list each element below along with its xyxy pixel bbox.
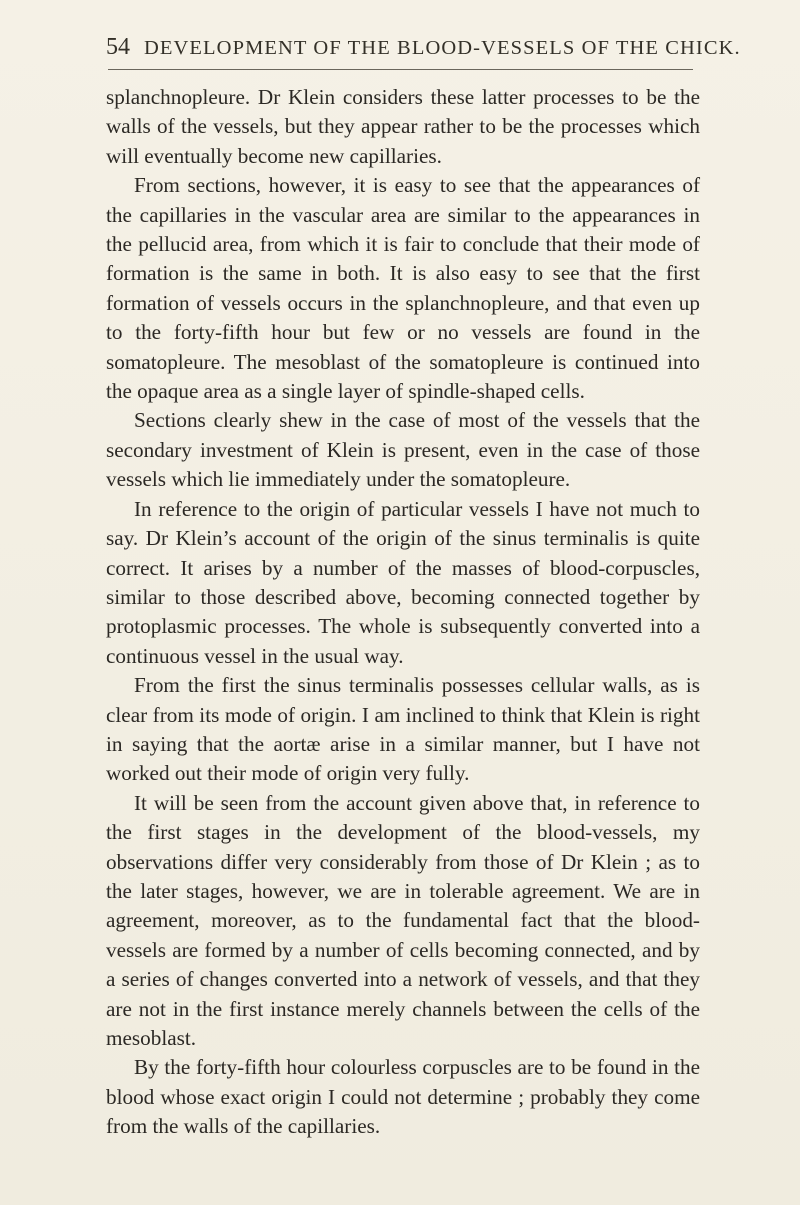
- paragraph: In reference to the origin of particular vessels I have not much to say. Dr Klein’s account of the origin of the sinus terminalis is quite correct. It arises by a number of the masses of blood-corpuscles, similar to those described above, becoming connected together by protoplasmic processes. The whole is subsequently converted into a continuous vessel in the usual way.: [106, 496, 700, 668]
- page-number: 54: [106, 34, 130, 60]
- header-rule: [108, 69, 693, 70]
- body-text: [106, 83, 700, 1142]
- running-title: DEVELOPMENT OF THE BLOOD-VESSELS OF THE CHICK.: [144, 37, 741, 59]
- paragraph: Sections clearly shew in the case of most of the vessels that the secondary investment of Klein is present, even in the case of those vessels which lie immediately under the somatopleure.: [106, 408, 700, 492]
- paragraph: From sections, however, it is easy to see that the appearances of the capillaries in the vascular area are similar to the appearances in the pellucid area, from which it is fair to conclude that their mode of formation is the same in both. It is also easy to see that the first formation of vessels occurs in the splanchnopleure, and that even up to the forty-fifth hour but few or no vessels are found in the somatopleure. The mesoblast of the somatopleure is continued into the opaque area as a single layer of spindle-shaped cells.: [106, 173, 700, 404]
- running-header: [106, 34, 741, 61]
- paragraph: It will be seen from the account given above that, in reference to the first stages in the development of the blood-vessels, my observations differ very considerably from those of Dr Klein ; as to the later stages, however, we are in tolerable agreement. We are in agreement, moreover, as to the fundamental fact that the blood-vessels are formed by a number of cells becoming connected, and by a series of changes converted into a network of vessels, and that they are not in the first instance merely channels between the cells of the mesoblast.: [106, 790, 700, 1050]
- paragraph: From the first the sinus terminalis possesses cellular walls, as is clear from its mode of origin. I am inclined to think that Klein is right in saying that the aortæ arise in a similar manner, but I have not worked out their mode of origin very fully.: [106, 673, 700, 786]
- paragraph: By the forty-fifth hour colourless corpuscles are to be found in the blood whose exact origin I could not determine ; probably they come from the walls of the capillaries.: [106, 1055, 700, 1139]
- paragraph-continued: splanchnopleure. Dr Klein considers these latter processes to be the walls of the vessels, but they appear rather to be the processes which will eventually become new capillaries.: [106, 85, 700, 168]
